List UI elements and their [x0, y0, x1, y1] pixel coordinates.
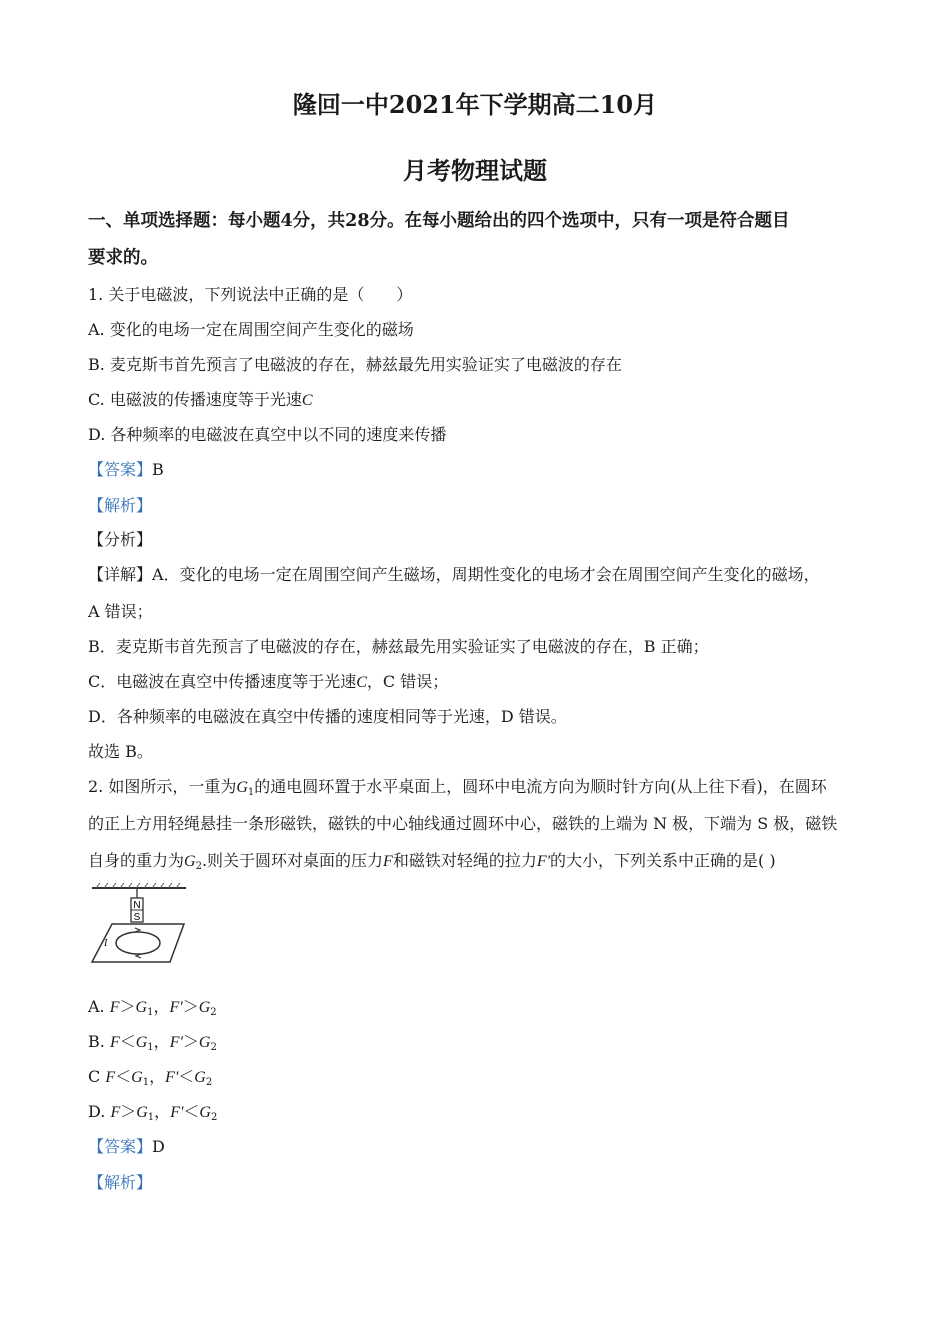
sub: 1 [147, 1112, 155, 1123]
var-f: F [109, 999, 120, 1016]
q2-stem-line1 [88, 776, 870, 799]
answer-tag: 【答案】 [88, 1137, 153, 1156]
option-label: B. [88, 1032, 105, 1051]
var-g: G [198, 999, 211, 1016]
magnet-ring-figure [88, 882, 192, 968]
sub: 2 [210, 1112, 218, 1123]
option-label: A. [88, 997, 105, 1016]
detail-tag: 【详解】 [88, 565, 153, 584]
q2-text: 2. 如图所示，一重为 [88, 777, 237, 796]
q2-text: 的通电圆环置于水平桌面上，圆环中电流方向为顺时针方向(从上往下看)，在圆环 [254, 777, 827, 796]
q2-stem-line2: 的正上方用轻绳悬挂一条形磁铁，磁铁的中心轴线通过圆环中心，磁铁的上端为 N 极，下端为 S 极，磁铁 [88, 814, 838, 833]
answer-value: D [152, 1137, 165, 1156]
q1-detail-a-line1 [88, 564, 870, 586]
relation: ＜ [115, 1067, 132, 1086]
q1-analysis-tag: 【解析】 [88, 496, 153, 515]
var-g: G [135, 1034, 148, 1051]
q1-option-b: B. 麦克斯韦首先预言了电磁波的存在，赫兹最先用实验证实了电磁波的存在 [88, 355, 622, 374]
relation: ＞ [120, 1102, 137, 1121]
section-heading-line1: 一、单项选择题：每小题4分，共28分。在每小题给出的四个选项中，只有一项是符合题目 [88, 211, 790, 231]
q2-analysis-tag: 【解析】 [88, 1173, 153, 1192]
relation: ＞ [182, 1032, 199, 1051]
sub: 2 [210, 1042, 217, 1053]
q1-detail-b: B．麦克斯韦首先预言了电磁波的存在，赫兹最先用实验证实了电磁波的存在，B 正确； [88, 637, 709, 656]
var-g: G [135, 999, 148, 1016]
q1-detail-c [88, 671, 870, 694]
var-g: G [199, 1104, 211, 1121]
q2-sub: 1 [247, 787, 255, 798]
var-f: F [110, 1104, 121, 1121]
q2-answer [88, 1136, 870, 1158]
separator: ， [153, 1032, 170, 1051]
sub: 1 [147, 1007, 154, 1018]
detail-c-pre: C．电磁波在真空中传播速度等于光速 [88, 672, 357, 691]
q2-text: .则关于圆环对桌面的压力 [201, 851, 384, 870]
section-heading-line2: 要求的。 [88, 248, 158, 268]
q1-detail-a-line2: A 错误； [88, 602, 153, 621]
q1-stem: 1. 关于电磁波，下列说法中正确的是（ ） [88, 285, 413, 304]
q2-option-d [88, 1101, 870, 1124]
option-label: D. [88, 1102, 106, 1121]
exam-title-line1: 隆回一中2021年下学期高二10月 [292, 90, 658, 119]
sub: 1 [142, 1077, 150, 1088]
q2-var-f: F [383, 853, 393, 870]
relation: ＜ [183, 1102, 200, 1121]
q2-text: 自身的重力为 [88, 851, 185, 870]
detail-c-variable: C [356, 674, 367, 691]
var-g: G [194, 1069, 206, 1086]
var-fprime: F' [169, 1034, 183, 1051]
var-g: G [198, 1034, 211, 1051]
q2-text: 和磁铁对轻绳的拉力 [392, 851, 537, 870]
q2-var-fprime: F' [536, 853, 551, 870]
var-f: F [105, 1069, 116, 1086]
var-fprime: F' [165, 1069, 179, 1086]
q2-var-g: G [236, 779, 248, 796]
q1-answer [88, 459, 870, 481]
sub: 2 [210, 1007, 217, 1018]
var-g: G [136, 1104, 148, 1121]
exam-title-line2: 月考物理试题 [403, 156, 547, 185]
q2-var-g: G [184, 853, 196, 870]
q2-option-a [88, 996, 870, 1019]
q2-option-b [88, 1031, 870, 1054]
q1-option-c [88, 389, 870, 412]
var-fprime: F' [169, 999, 183, 1016]
magnet-n-label: N [133, 900, 141, 911]
separator: ， [149, 1067, 166, 1086]
relation: ＜ [178, 1067, 195, 1086]
relation: ＞ [182, 997, 199, 1016]
var-fprime: F' [170, 1104, 184, 1121]
var-g: G [131, 1069, 143, 1086]
q1-conclusion: 故选 B。 [88, 742, 153, 761]
option-label: C [88, 1067, 106, 1086]
answer-value: B [152, 460, 164, 479]
detail-a-text: A．变化的电场一定在周围空间产生磁场，周期性变化的电场才会在周围空间产生变化的磁场， [152, 565, 820, 584]
separator: ， [153, 997, 170, 1016]
q1-option-c-text: C. 电磁波的传播速度等于光速 [88, 390, 302, 409]
q2-option-c [88, 1066, 870, 1089]
var-f: F [109, 1034, 120, 1051]
sub: 2 [205, 1077, 213, 1088]
q2-stem-line3 [88, 850, 870, 873]
answer-tag: 【答案】 [88, 460, 153, 479]
q1-option-d: D. 各种频率的电磁波在真空中以不同的速度来传播 [88, 425, 447, 444]
sub: 1 [147, 1042, 154, 1053]
q1-option-a: A. 变化的电场一定在周围空间产生变化的磁场 [88, 320, 414, 339]
detail-c-post: ，C 错误； [366, 672, 449, 691]
relation: ＞ [119, 997, 136, 1016]
q2-sub: 2 [195, 861, 202, 872]
q2-text: 的大小，下列关系中正确的是( ) [550, 851, 776, 870]
q1-detail-d: D．各种频率的电磁波在真空中传播的速度相同等于光速，D 错误。 [88, 707, 567, 726]
relation: ＜ [119, 1032, 136, 1051]
current-label: I [104, 938, 108, 949]
q1-option-c-variable: C [301, 392, 313, 409]
separator: ， [154, 1102, 171, 1121]
q1-fenxi-tag: 【分析】 [88, 530, 153, 549]
magnet-s-label: S [133, 912, 141, 923]
